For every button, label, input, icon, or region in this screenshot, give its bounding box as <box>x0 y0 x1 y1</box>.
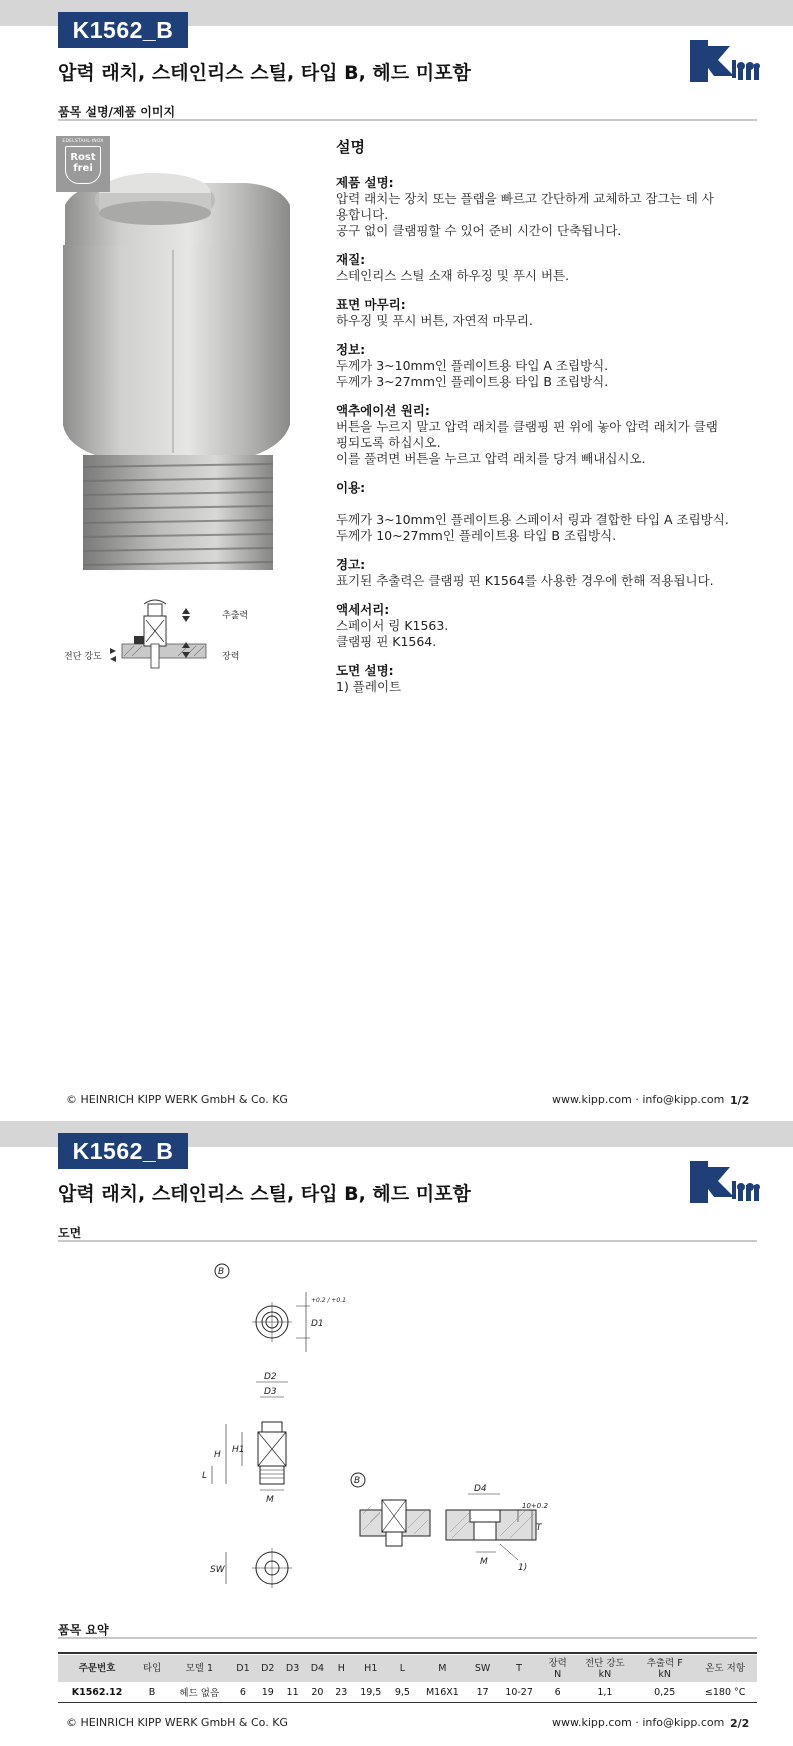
footer-copyright: © HEINRICH KIPP WERK GmbH & Co. KG <box>66 1716 288 1729</box>
desc-line: 두께가 10~27mm인 플레이트용 타입 B 조립방식. <box>336 528 617 543</box>
footer-copyright: © HEINRICH KIPP WERK GmbH & Co. KG <box>66 1093 288 1106</box>
desc-block-finish <box>336 297 756 329</box>
cell-t: 10-27 <box>497 1682 542 1703</box>
desc-block-actuation <box>336 403 756 467</box>
desc-block-head: 표면 마무리: <box>336 297 406 312</box>
footer-website-link[interactable]: www.kipp.com · info@kipp.com <box>552 1716 725 1729</box>
col-d4: D4 <box>305 1655 330 1682</box>
desc-line: 클램핑 핀 K1564. <box>336 634 437 649</box>
cell-d1: 6 <box>231 1682 256 1703</box>
desc-block-product <box>336 175 756 239</box>
col-m: M <box>416 1655 469 1682</box>
drawing-label-t: T <box>536 1523 542 1533</box>
col-d3: D3 <box>280 1655 305 1682</box>
cell-shear: 1,1 <box>574 1682 637 1703</box>
col-tension: 장력 N <box>542 1655 574 1682</box>
drawing-label-b1: B <box>218 1267 225 1277</box>
desc-block-accessories <box>336 602 756 650</box>
col-d1: D1 <box>231 1655 256 1682</box>
desc-block-info <box>336 342 756 390</box>
section-title-description: 품목 설명/제품 이미지 <box>58 105 176 119</box>
col-d2: D2 <box>255 1655 280 1682</box>
desc-block-warning <box>336 557 756 589</box>
col-l: L <box>389 1655 416 1682</box>
desc-block-head: 이용: <box>336 480 366 495</box>
desc-block-material <box>336 252 756 284</box>
desc-line: 하우징 및 푸시 버튼, 자연적 마무리. <box>336 313 533 328</box>
drawing-label-d1-tolerance: +0.2 / +0.1 <box>311 1297 346 1304</box>
section-divider <box>58 119 757 121</box>
desc-line: 이를 풀려면 버튼을 누르고 압력 래치를 당겨 빼내십시오. <box>336 451 646 466</box>
description-column <box>336 136 756 708</box>
description-heading: 설명 <box>336 138 365 156</box>
product-code: K1562_B <box>58 12 188 48</box>
desc-line: 1) 플레이트 <box>336 679 402 694</box>
drawing-label-h1: H1 <box>232 1445 245 1455</box>
rost-frei-badge <box>56 136 110 192</box>
cell-temperature: ≤180 °C <box>693 1682 757 1703</box>
col-t: T <box>497 1655 542 1682</box>
drawing-label-d4: D4 <box>474 1484 487 1494</box>
cell-h: 23 <box>330 1682 353 1703</box>
desc-block-head: 도면 설명: <box>336 663 394 678</box>
table-row <box>58 1682 757 1703</box>
col-ejection: 추출력 F kN <box>636 1655 693 1682</box>
desc-block-head: 정보: <box>336 342 366 357</box>
section-divider <box>58 1637 757 1639</box>
desc-line: 압력 래치는 장치 또는 플랩을 빠르고 간단하게 교체하고 잠그는 데 사 <box>336 191 714 206</box>
desc-line: 두께가 3~27mm인 플레이트용 타입 B 조립방식. <box>336 374 609 389</box>
drawing-label-l: L <box>202 1471 208 1481</box>
page-number: 1/2 <box>730 1094 750 1107</box>
cell-sw: 17 <box>469 1682 497 1703</box>
badge-line-frei: frei <box>73 163 93 174</box>
drawing-label-b2: B <box>354 1476 361 1486</box>
desc-block-head: 제품 설명: <box>336 175 394 190</box>
drawing-label-d1: D1 <box>311 1319 324 1329</box>
drawing-label-sw: SW <box>210 1565 225 1575</box>
table-top-line <box>58 1652 757 1654</box>
drawing-label-note: 1) <box>518 1563 528 1573</box>
section-divider <box>58 1240 757 1242</box>
drawing-label-t-tolerance: 10+0.2 <box>522 1502 548 1510</box>
desc-line: 공구 없이 클램핑할 수 있어 준비 시간이 단축됩니다. <box>336 223 622 238</box>
desc-line: 용합니다. <box>336 207 389 222</box>
cell-m: M16X1 <box>416 1682 469 1703</box>
desc-line: 버튼을 누르지 말고 압력 래치를 클램핑 핀 위에 놓아 압력 래치가 클램 <box>336 419 718 434</box>
footer-website-link[interactable]: www.kipp.com · info@kipp.com <box>552 1093 725 1106</box>
badge-text <box>56 152 110 174</box>
desc-line: 표기된 추출력은 클램핑 핀 K1564를 사용한 경우에 한해 적용됩니다. <box>336 573 714 588</box>
product-code-page2: K1562_B <box>58 1133 188 1169</box>
drawing-label-d3: D3 <box>264 1387 277 1397</box>
product-title-page2: 압력 래치, 스테인리스 스틸, 타입 B, 헤드 미포함 <box>58 1183 471 1205</box>
desc-block-head: 액추에이션 원리: <box>336 403 430 418</box>
desc-block-drawing-note <box>336 663 756 695</box>
table-header-row <box>58 1655 757 1682</box>
cell-d3: 11 <box>280 1682 305 1703</box>
desc-spacer <box>336 496 756 512</box>
cell-l: 9,5 <box>389 1682 416 1703</box>
col-temperature: 온도 저항 <box>693 1655 757 1682</box>
desc-line: 스테인리스 스틸 소재 하우징 및 푸시 버튼. <box>336 268 570 283</box>
col-sw: SW <box>469 1655 497 1682</box>
label-tension: 장력 <box>222 652 240 662</box>
cell-model: 헤드 없음 <box>168 1682 231 1703</box>
badge-caption: EDELSTAHL·INOX <box>62 139 104 144</box>
label-shear-strength: 전단 강도 <box>64 652 102 662</box>
cell-d2: 19 <box>255 1682 280 1703</box>
kipp-logo-icon <box>690 1161 760 1203</box>
col-h: H <box>330 1655 353 1682</box>
drawing-label-h: H <box>214 1450 221 1460</box>
desc-line: 두께가 3~10mm인 플레이트용 타입 A 조립방식. <box>336 358 609 373</box>
drawing-label-d2: D2 <box>264 1372 277 1382</box>
desc-line: 핑되도록 하십시오. <box>336 435 441 450</box>
desc-block-head: 액세서리: <box>336 602 390 617</box>
cell-type: B <box>136 1682 168 1703</box>
drawing-label-m1: M <box>266 1495 274 1505</box>
col-model: 모델 1 <box>168 1655 231 1682</box>
section-title-summary: 품목 요약 <box>58 1623 109 1637</box>
label-ejection-force: 추출력 <box>222 611 249 621</box>
cell-tension: 6 <box>542 1682 574 1703</box>
cell-ejection: 0,25 <box>636 1682 693 1703</box>
product-title: 압력 래치, 스테인리스 스틸, 타입 B, 헤드 미포함 <box>58 62 471 84</box>
kipp-logo-icon <box>690 40 760 82</box>
product-photo <box>55 135 315 585</box>
page-number: 2/2 <box>730 1717 750 1730</box>
desc-line: 스페이서 링 K1563. <box>336 618 449 633</box>
col-order-no: 주문번호 <box>58 1655 136 1682</box>
technical-drawing <box>200 1262 620 1602</box>
cell-d4: 20 <box>305 1682 330 1703</box>
function-diagram <box>60 596 290 672</box>
desc-line: 두께가 3~10mm인 플레이트용 스페이서 링과 결합한 타입 A 조립방식. <box>336 512 729 527</box>
col-type: 타입 <box>136 1655 168 1682</box>
desc-block-usage <box>336 480 756 544</box>
drawing-label-m2: M <box>480 1557 488 1567</box>
cell-h1: 19,5 <box>353 1682 389 1703</box>
col-shear: 전단 강도 kN <box>574 1655 637 1682</box>
cell-order-no: K1562.12 <box>58 1682 136 1703</box>
desc-block-head: 재질: <box>336 252 366 267</box>
summary-table <box>58 1655 757 1703</box>
col-h1: H1 <box>353 1655 389 1682</box>
section-title-drawing: 도면 <box>58 1226 82 1240</box>
desc-block-head: 경고: <box>336 557 366 572</box>
badge-line-rost: Rost <box>70 152 96 163</box>
